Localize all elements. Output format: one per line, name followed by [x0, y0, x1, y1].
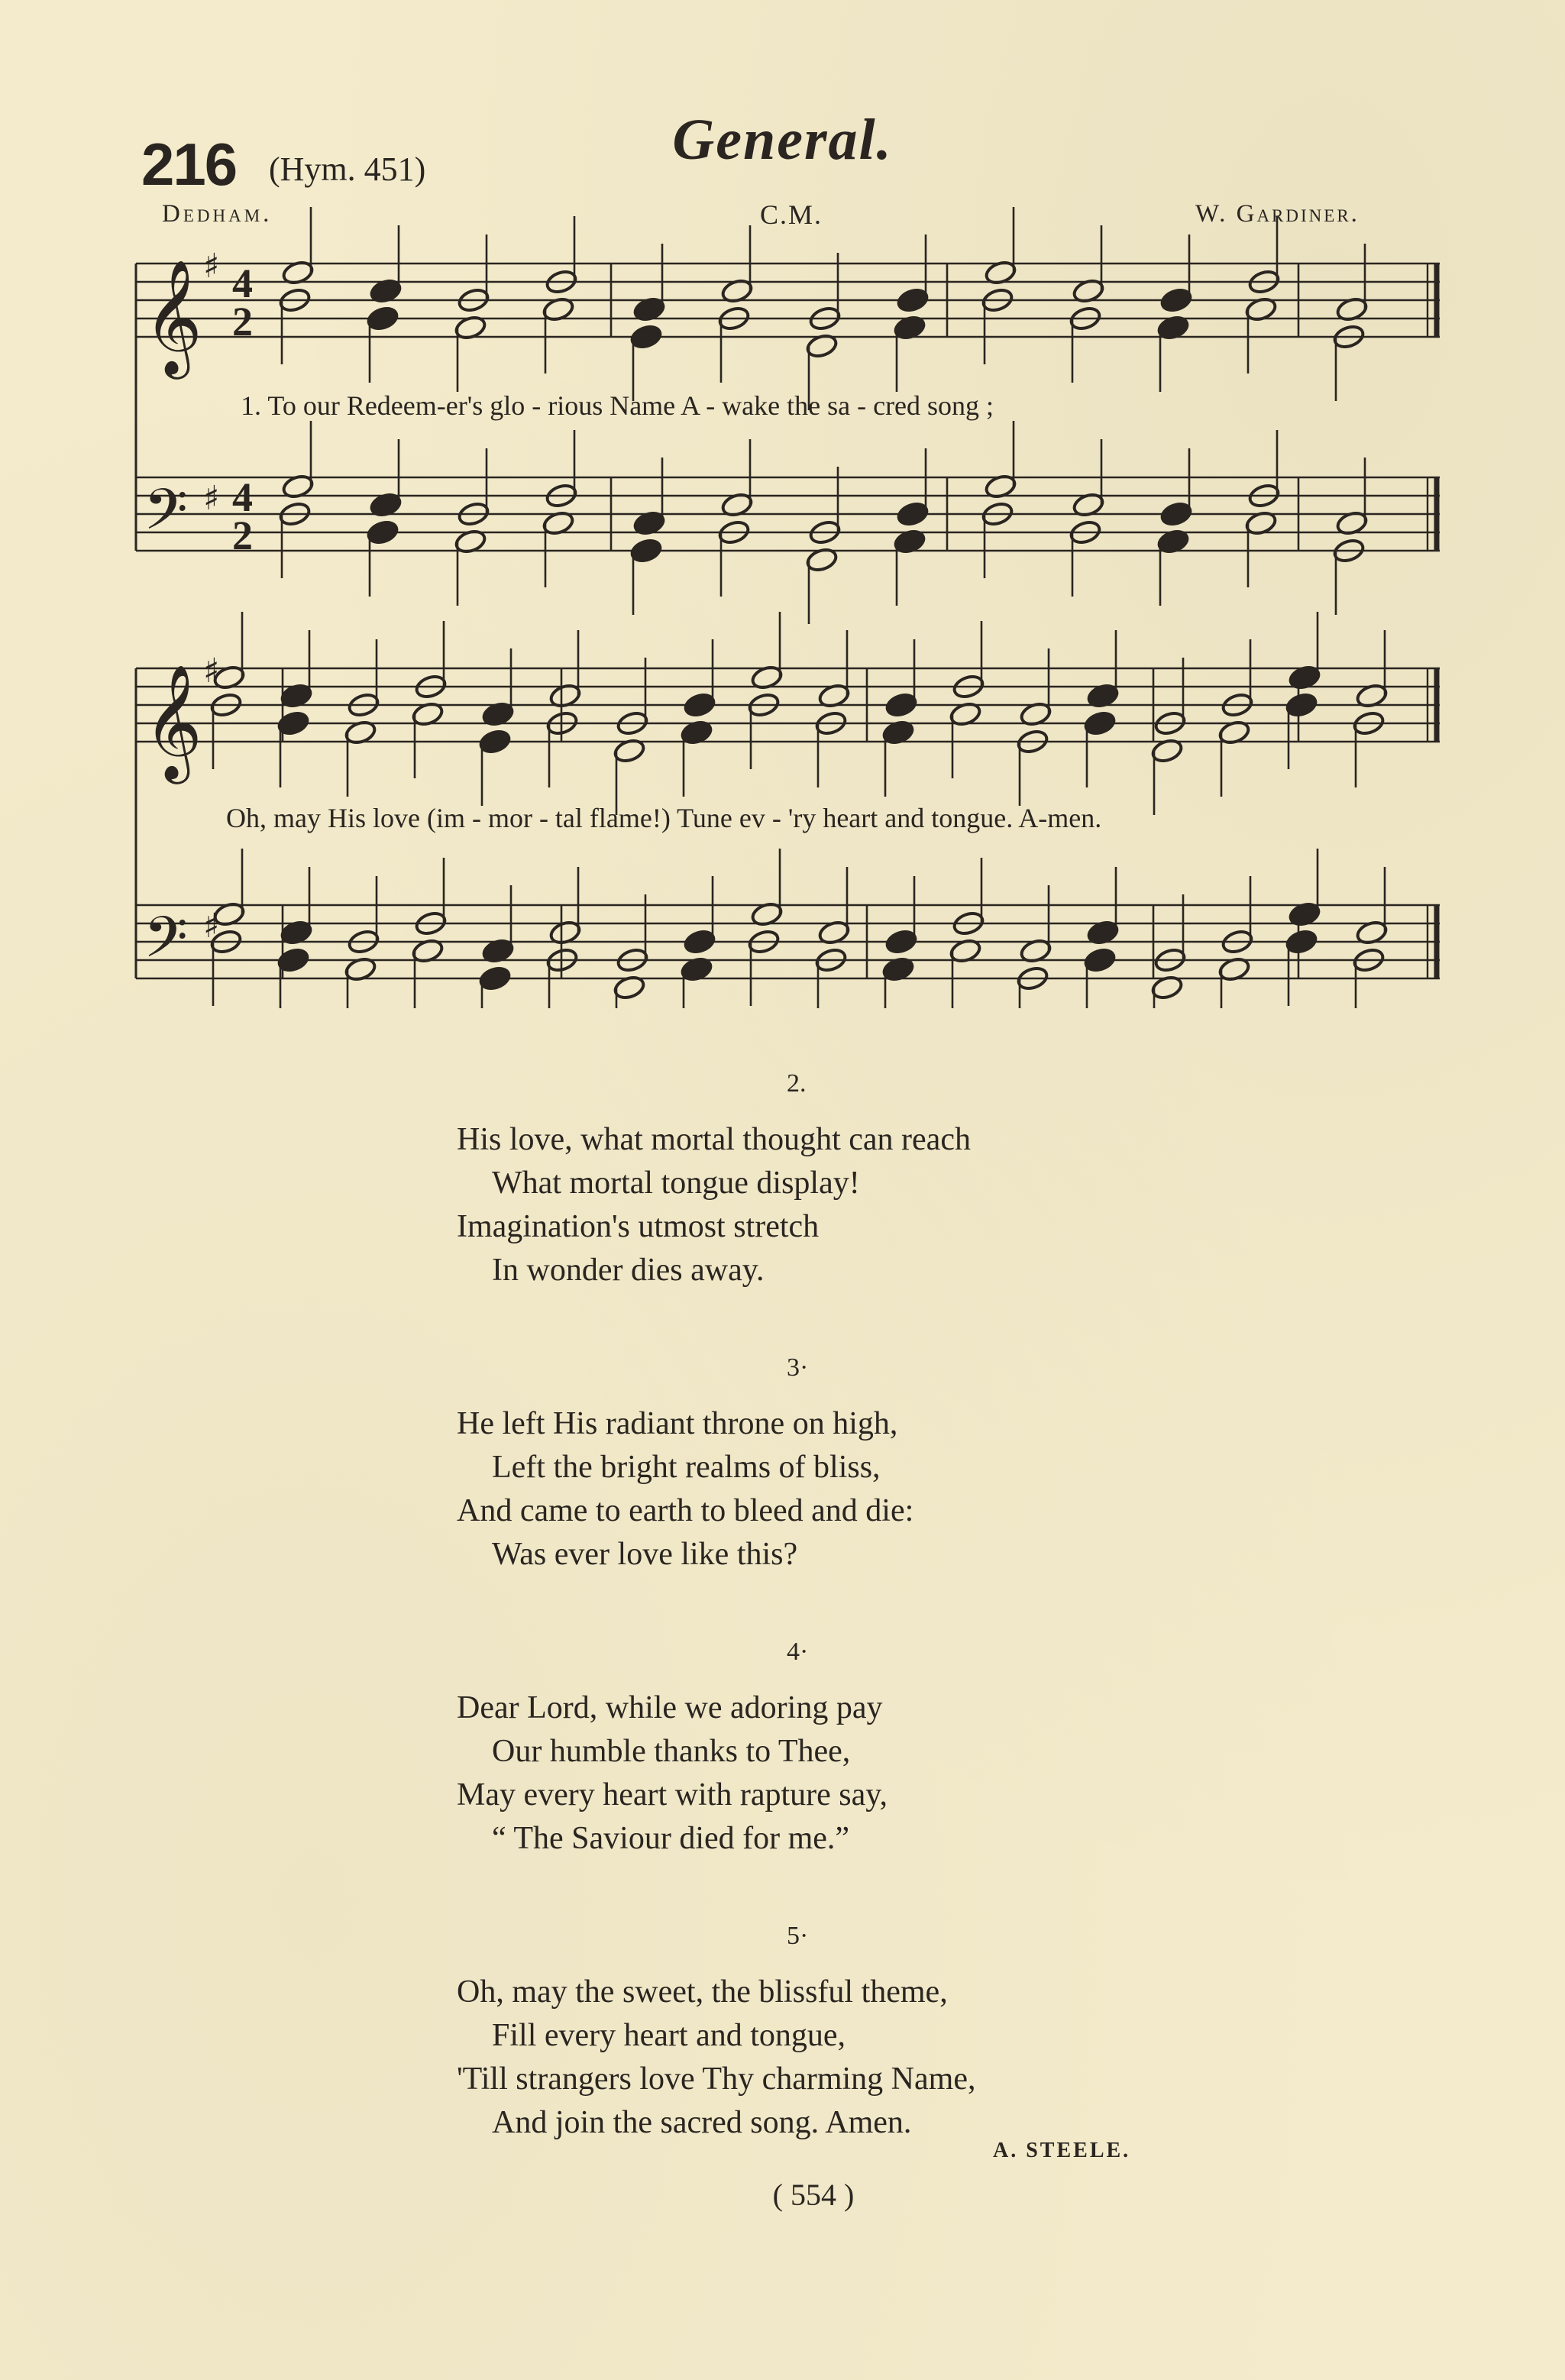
- note-head: [478, 965, 512, 992]
- note-head: [366, 305, 399, 332]
- author: A. STEELE.: [993, 2139, 1131, 2162]
- time-signature-bottom: 2: [232, 513, 253, 558]
- note-head: [276, 946, 310, 974]
- note-head: [884, 691, 918, 719]
- lyrics-line-1: 1. To our Redeem-er's glo - rious Name A - wake the sa - cred song ;: [241, 390, 994, 421]
- stanza-line: Left the bright realms of bliss,: [492, 1450, 881, 1485]
- stanza-line: Fill every heart and tongue,: [492, 2018, 846, 2053]
- composer: W. Gardiner.: [1195, 200, 1360, 228]
- bass-clef: 𝄢: [144, 904, 188, 985]
- note-head: [1159, 500, 1193, 528]
- time-signature-top: 4: [232, 260, 253, 306]
- stanza-line: He left His radiant throne on high,: [457, 1406, 898, 1441]
- treble-clef: 𝄞: [144, 663, 202, 779]
- stanza-number: 4·: [787, 1638, 809, 1666]
- note-head: [683, 691, 716, 719]
- stanza-line: “ The Saviour died for me.”: [492, 1821, 850, 1856]
- page-number: ( 554 ): [772, 2178, 855, 2212]
- stanza-line: 'Till strangers love Thy charming Name,: [457, 2061, 976, 2097]
- treble-clef: 𝄞: [144, 258, 202, 374]
- note-head: [629, 323, 663, 351]
- stanzas: [457, 1069, 1373, 2206]
- sharp-sign: ♯: [203, 907, 220, 946]
- note-head: [1159, 286, 1193, 314]
- note-head: [629, 537, 663, 564]
- note-head: [884, 928, 918, 956]
- note-head: [896, 500, 930, 528]
- music-score: [0, 0, 1565, 1008]
- stanza-2: [457, 1069, 1373, 1292]
- time-signature-bottom: 2: [232, 299, 253, 344]
- stanza-line: In wonder dies away.: [492, 1253, 765, 1288]
- hymn-reference: (Hym. 451): [269, 150, 426, 188]
- meter: C.M.: [760, 199, 823, 230]
- lyrics-line-2: Oh, may His love (im - mor - tal flame!) Tune ev - 'ry heart and tongue. A-men.: [226, 803, 1102, 833]
- sharp-sign: ♯: [203, 247, 220, 286]
- stanza-4: [457, 1638, 1373, 1861]
- stanza-line: Oh, may the sweet, the blissful theme,: [457, 1974, 948, 2010]
- note-head: [366, 519, 399, 546]
- note-head: [896, 286, 930, 314]
- note-head: [1083, 710, 1117, 737]
- stanza-number: 3·: [787, 1353, 809, 1382]
- stanza-number: 2.: [787, 1069, 807, 1098]
- stanza-number: 5·: [787, 1922, 809, 1950]
- time-signature-top: 4: [232, 474, 253, 520]
- note-head: [683, 928, 716, 956]
- stanza-5: [457, 1922, 1373, 2145]
- stanza-line: And join the sacred song. Amen.: [492, 2105, 912, 2140]
- stanza-line: Dear Lord, while we adoring pay: [457, 1690, 883, 1725]
- stanza-line: What mortal tongue display!: [492, 1166, 860, 1201]
- tune-name: Dedham.: [162, 200, 273, 228]
- hymn-number: 216: [141, 131, 237, 198]
- stanza-line: And came to earth to bleed and die:: [457, 1493, 914, 1528]
- stanza-line: Imagination's utmost stretch: [457, 1209, 820, 1244]
- stanza-3: [457, 1353, 1373, 1576]
- note-head: [478, 728, 512, 755]
- note-head: [1285, 928, 1318, 956]
- stanza-line: His love, what mortal thought can reach: [457, 1122, 971, 1157]
- stanza-line: May every heart with rapture say,: [457, 1777, 888, 1812]
- note-head: [276, 710, 310, 737]
- stanza-line: Our humble thanks to Thee,: [492, 1734, 851, 1769]
- bass-clef: 𝄢: [144, 477, 188, 557]
- sharp-sign: ♯: [203, 479, 220, 518]
- sharp-sign: ♯: [203, 652, 220, 690]
- note-head: [1285, 691, 1318, 719]
- stanza-line: Was ever love like this?: [492, 1537, 798, 1572]
- section-title: General.: [672, 108, 893, 172]
- note-head: [1083, 946, 1117, 974]
